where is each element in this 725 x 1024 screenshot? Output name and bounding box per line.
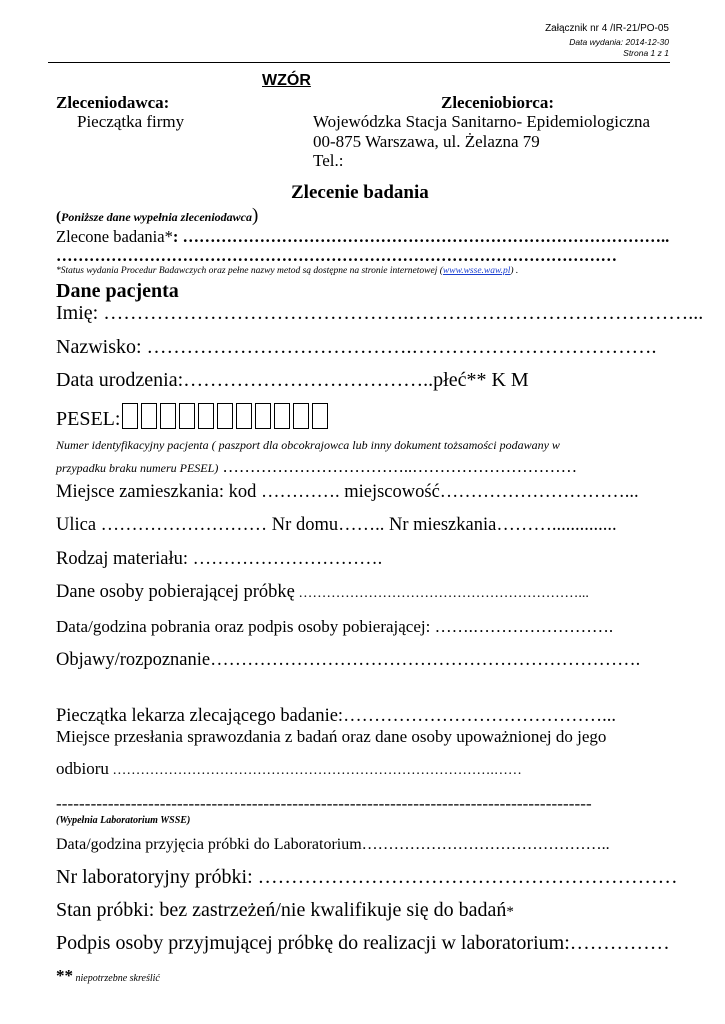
id-note-line-1: Numer identyfikacyjny pacjenta ( paszport dla obcokrajowca lub inny dokument tożsamości podawany w: [56, 438, 560, 452]
sampling-date-field: Data/godzina pobrania oraz podpis osoby pobierającej: …….…………………….: [56, 617, 614, 636]
pesel-digit-box[interactable]: [141, 403, 157, 429]
pesel-digit-box[interactable]: [255, 403, 271, 429]
page-number: Strona 1 z 1: [623, 48, 669, 58]
first-name-field: Imię: ……………………………………….……………………………………...: [56, 302, 704, 324]
contractor-label: Zleceniobiorca:: [441, 93, 554, 112]
material-field: Rodzaj materiału: ………………………….: [56, 549, 383, 569]
pesel-field: [56, 403, 331, 431]
footnote: ** niepotrzebne skreślić: [56, 966, 160, 985]
lab-receipt-field: Data/godzina przyjęcia próbki do Laboratorium………………………………………..: [56, 836, 610, 853]
pesel-digit-box[interactable]: [274, 403, 290, 429]
contractor-name: Wojewódzka Stacja Sanitarno- Epidemiologiczna: [313, 112, 651, 131]
ordered-tests-line-2: …………………………………………………………………………………………: [56, 246, 617, 265]
residence-field: Miejsce zamieszkania: kod …………. miejscowość…………………………...: [56, 482, 639, 502]
pesel-digit-box[interactable]: [198, 403, 214, 429]
client-stamp: Pieczątka firmy: [77, 112, 185, 131]
lab-note: (Wypełnia Laboratorium WSSE): [56, 815, 191, 826]
report-destination-line-2: odbioru ……………………………………………………………………….……: [56, 759, 522, 778]
issue-date: Data wydania: 2014-12-30: [569, 37, 669, 47]
pesel-label: PESEL:: [56, 408, 121, 430]
sampler-field: Dane osoby pobierającej próbkę ……………………………………………………...: [56, 582, 589, 602]
pesel-digit-box[interactable]: [293, 403, 309, 429]
header-rule: [48, 62, 670, 63]
wsse-link[interactable]: www.wsse.waw.pl: [442, 266, 511, 276]
pesel-digit-box[interactable]: [236, 403, 252, 429]
pesel-digit-box[interactable]: [312, 403, 328, 429]
last-name-field: Nazwisko: ………………………………….……………………………….: [56, 336, 657, 358]
contractor-address: 00-875 Warszawa, ul. Żelazna 79: [313, 132, 540, 151]
section-divider: ---------------------------------------------------------------------------------------------: [56, 794, 592, 813]
receiver-signature-field: Podpis osoby przyjmującej próbkę do realizacji w laboratorium:……………: [56, 932, 670, 954]
doctor-stamp-field: Pieczątka lekarza zlecającego badanie:……………………………………...: [56, 706, 616, 726]
symptoms-field: Objawy/rozpoznanie…………………………………………………………….: [56, 650, 641, 670]
ordered-tests-line: Zlecone badania*: ……………………………………………………………………………..: [56, 227, 670, 246]
status-note: *Status wydania Procedur Badawczych oraz pełne nazwy metod są dostępne na stronie internetowej (www.wsse.waw.pl) .: [56, 266, 519, 276]
client-label: Zleceniodawca:: [56, 93, 170, 112]
street-field: Ulica ……………………… Nr domu…….. Nr mieszkania………..............: [56, 515, 617, 535]
order-title: Zlecenie badania: [291, 182, 429, 203]
pesel-digit-box[interactable]: [122, 403, 138, 429]
pesel-boxes: [122, 408, 331, 430]
id-note-line-2: przypadku braku numeru PESEL) ……………………………..…………………………: [56, 457, 578, 476]
contractor-tel: Tel.:: [313, 151, 344, 170]
lab-number-field: Nr laboratoryjny próbki: ………………………………………………………: [56, 866, 678, 888]
ordered-tests-label: Zlecone badania*: [56, 227, 173, 246]
birth-date-sex-field: Data urodzenia:………………………………..płeć** K M: [56, 369, 529, 391]
order-note: (Poniższe dane wypełnia zleceniodawca): [56, 205, 259, 226]
form-title: WZÓR: [262, 72, 311, 89]
pesel-digit-box[interactable]: [160, 403, 176, 429]
pesel-digit-box[interactable]: [179, 403, 195, 429]
sample-condition-field: Stan próbki: bez zastrzeżeń/nie kwalifikuje się do badań*: [56, 899, 514, 921]
attachment-number: Załącznik nr 4 /IR-21/PO-05: [545, 23, 669, 34]
report-destination-line-1: Miejsce przesłania sprawozdania z badań oraz dane osoby upoważnionej do jego: [56, 727, 607, 746]
patient-heading: Dane pacjenta: [56, 280, 179, 302]
pesel-digit-box[interactable]: [217, 403, 233, 429]
